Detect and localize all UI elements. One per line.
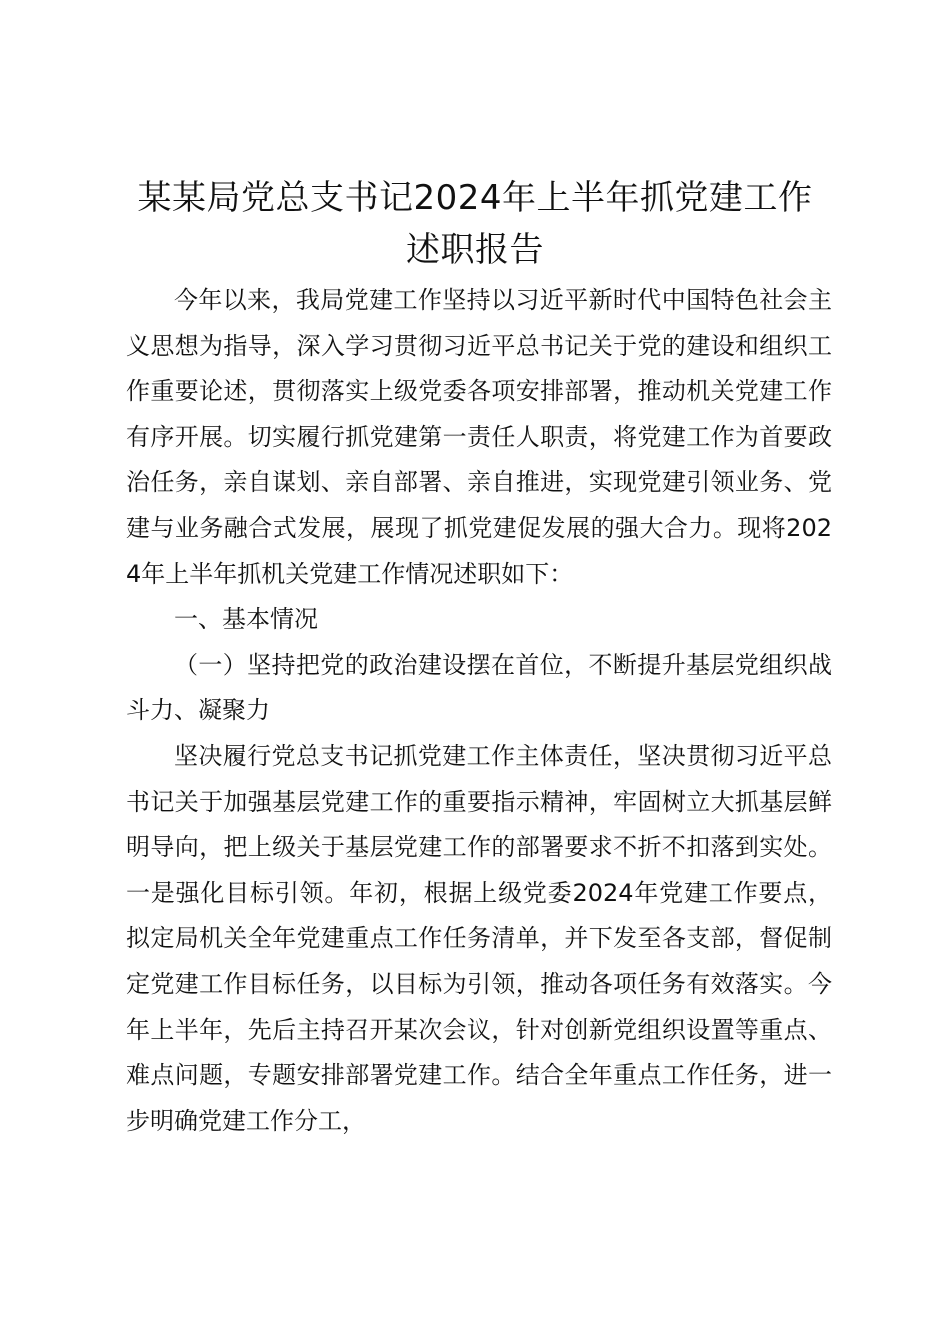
- section-heading-basic-situation: 一、基本情况: [174, 605, 318, 634]
- title-line-2: 述职报告: [406, 230, 544, 270]
- body-paragraph-1: 坚决履行党总支书记抓党建工作主体责任，坚决贯彻习近平总书记关于加强基层党建工作的重要指示精神，牢固树立大抓基层鲜明导向，把上级关于基层党建工作的部署要求不折不扣落到实处。一是强化目标引领。年初，根据上级党委2024年党建工作要点，拟定局机关全年党建重点工作任务清单，并下发至各支部，督促制定党建工作目标任务，以目标为引领，推动各项任务有效落实。今年上半年，先后主持召开某次会议，针对创新党组织设置等重点、难点问题，专题安排部署党建工作。结合全年重点工作任务，进一步明确党建工作分工，: [126, 741, 832, 1135]
- title-line-1: 某某局党总支书记2024年上半年抓党建工作: [137, 178, 813, 218]
- intro-paragraph: 今年以来，我局党建工作坚持以习近平新时代中国特色社会主义思想为指导，深入学习贯彻习近平总书记关于党的建设和组织工作重要论述，贯彻落实上级党委各项安排部署，推动机关党建工作有序开展。切实履行抓党建第一责任人职责，将党建工作为首要政治任务，亲自谋划、亲自部署、亲自推进，实现党建引领业务、党建与业务融合式发展，展现了抓党建促发展的强大合力。现将2024年上半年抓机关党建工作情况述职如下：: [126, 286, 832, 588]
- document-title: [110, 172, 840, 276]
- document-body: [126, 278, 832, 1144]
- subsection-heading-political-construction: （一）坚持把党的政治建设摆在首位，不断提升基层党组织战斗力、凝聚力: [126, 650, 832, 725]
